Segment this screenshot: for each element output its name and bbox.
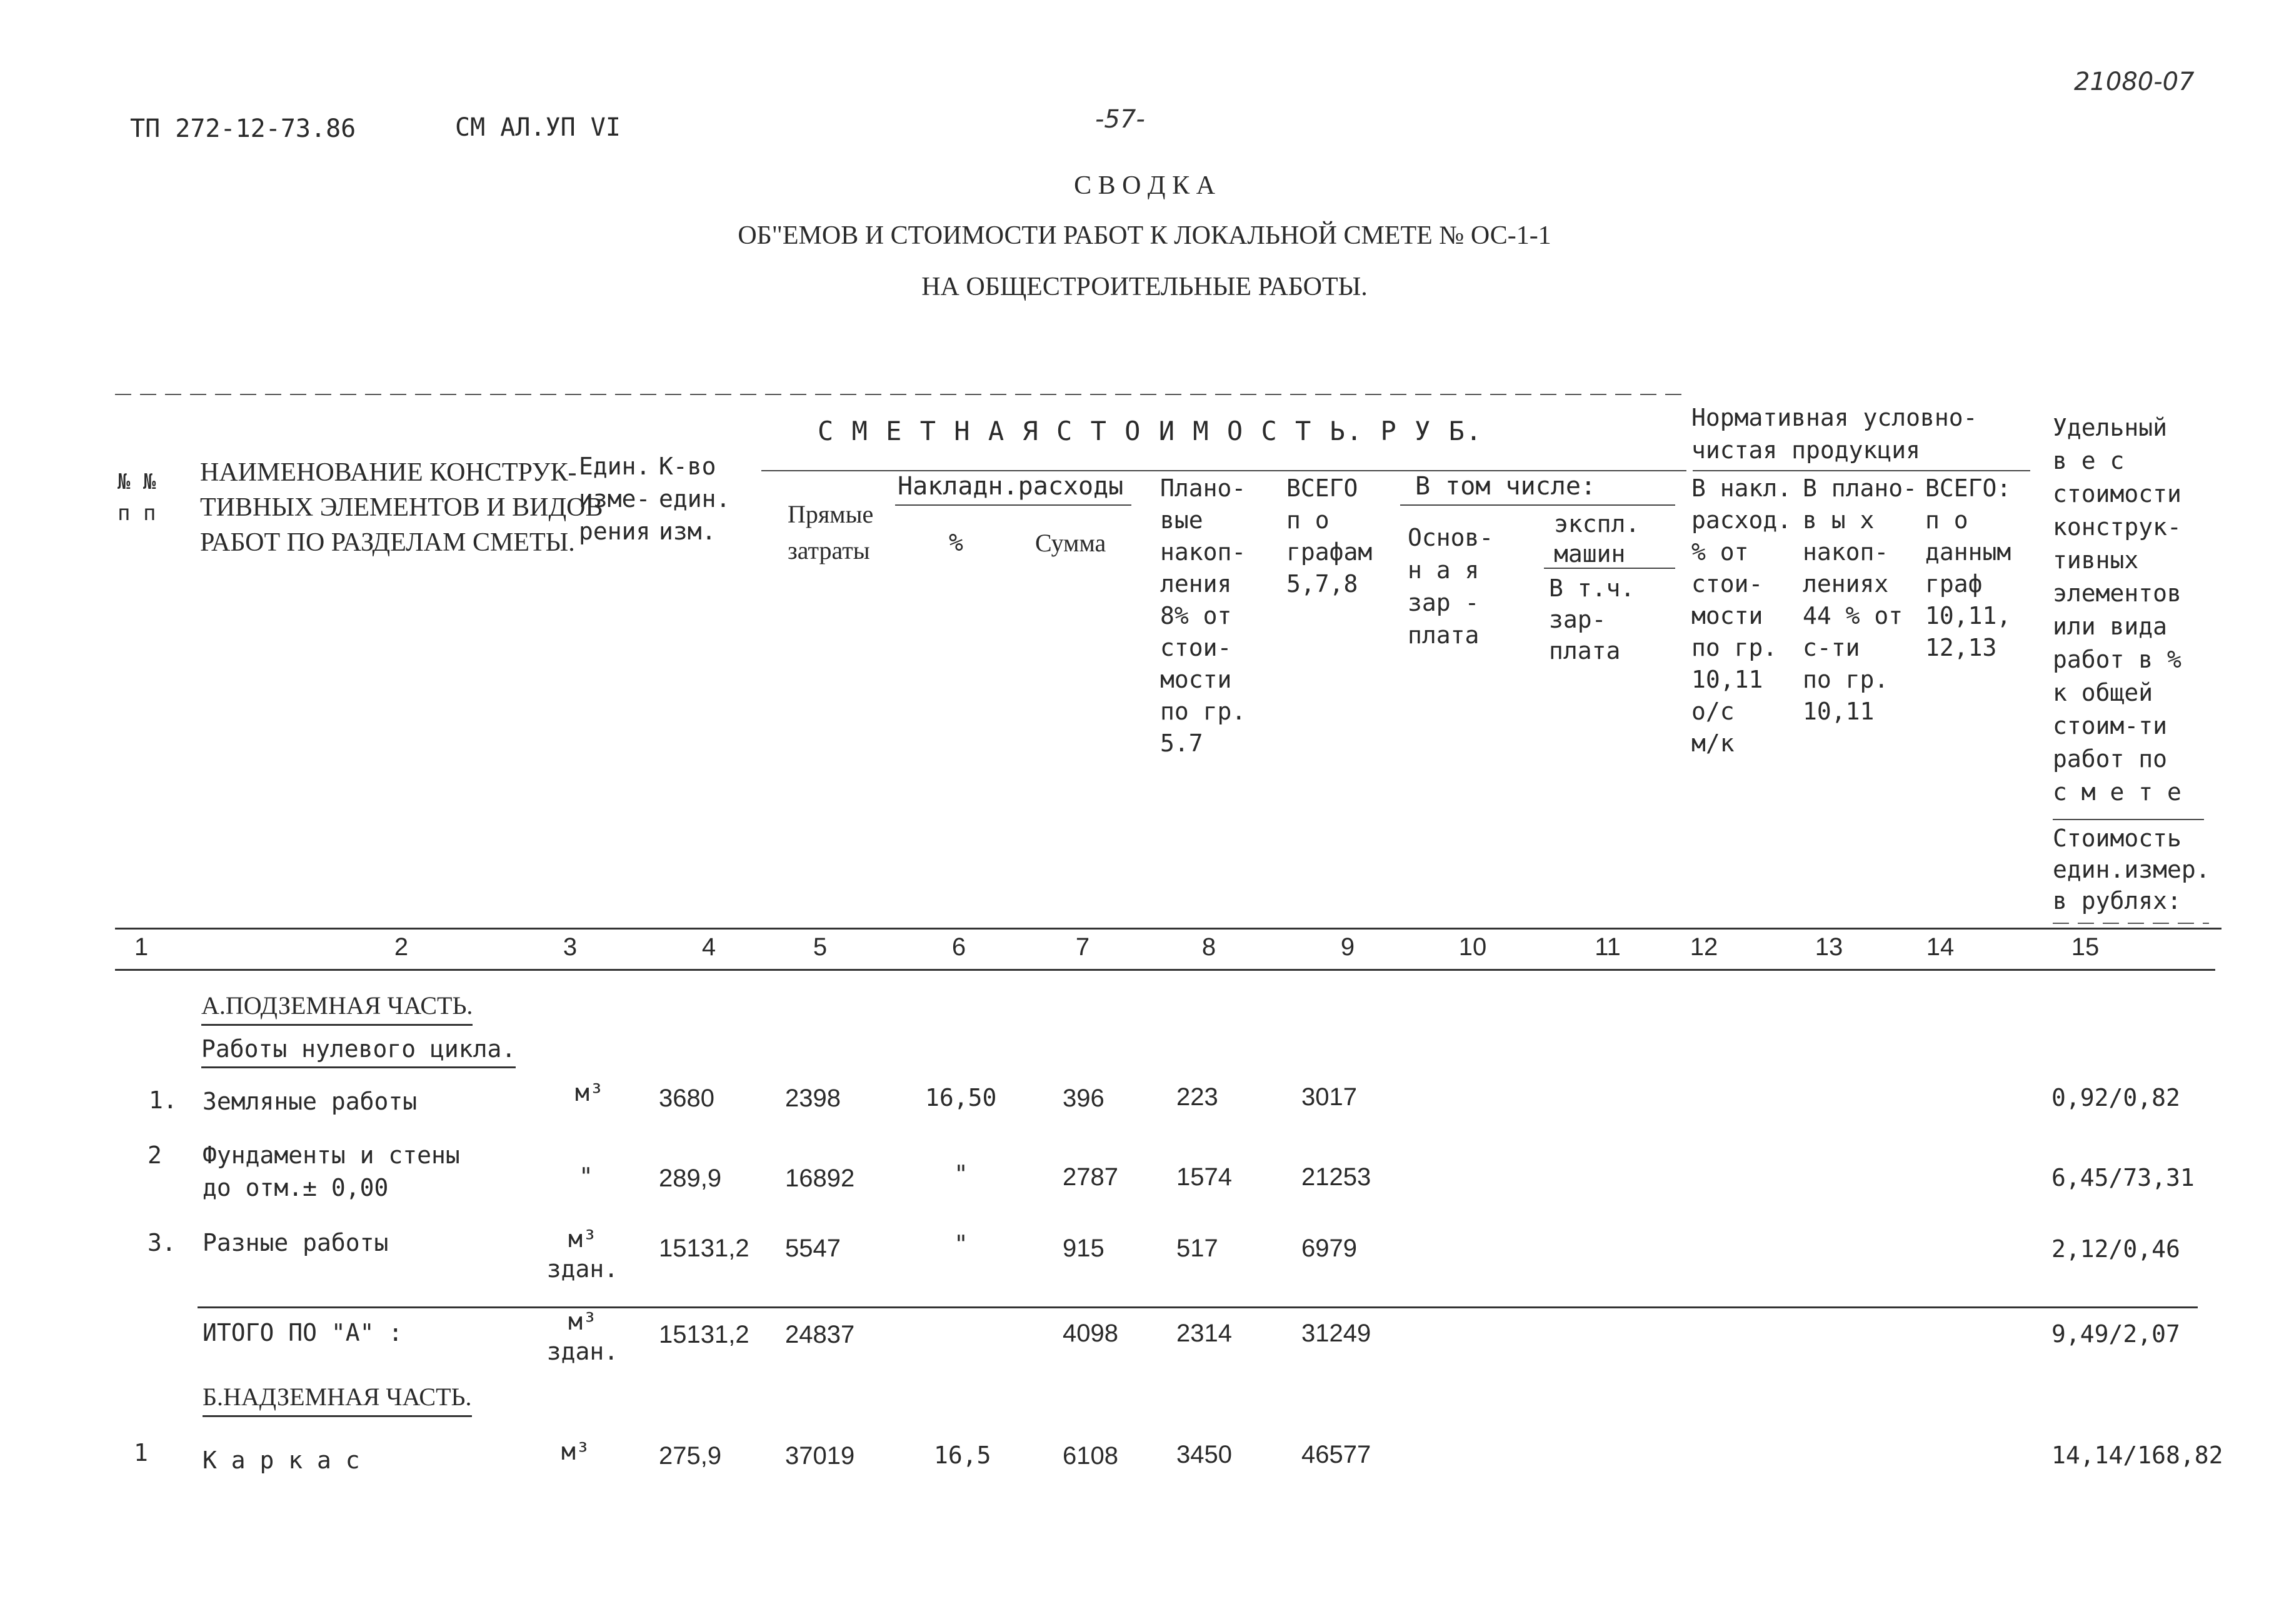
page-number: -57- [1095,105,1145,134]
total-direct: 24837 [785,1321,855,1348]
row-direct: 37019 [785,1442,855,1470]
col-machines-header: экспл. машин [1554,510,1640,568]
column-numbers-rule [115,969,2215,971]
total-specific: 9,49/2,07 [2051,1320,2180,1348]
project-code: ТП 272-12-73.86 [130,114,356,143]
col-overhead-sum-header: Сумма [1035,529,1106,557]
col-machines-wage-header: В т.ч. зар- плата [1549,574,1635,664]
row-overhead-sum: 6108 [1063,1442,1118,1470]
row-specific: 14,14/168,82 [2051,1441,2223,1469]
row-name: Фундаменты и стены до отм.± 0,00 [203,1141,460,1201]
column-number: 6 [951,933,966,961]
row-specific: 6,45/73,31 [2051,1164,2195,1191]
overhead-group-rule [895,504,1131,506]
row-name: Земляные работы [203,1088,418,1115]
row-qty: 275,9 [659,1442,722,1470]
row-number: 1. [149,1086,178,1114]
section-title: А.ПОДЗЕМНАЯ ЧАСТЬ. [201,989,473,1026]
column-number: 7 [1075,933,1090,961]
row-total: 3017 [1301,1083,1357,1111]
column-number: 4 [701,933,716,961]
column-number: 13 [1815,933,1843,961]
normative-group-rule [1693,470,2030,471]
col-unit-header: Един. изме- рения [579,453,651,545]
archive-number: 21080-07 [2074,68,2195,96]
row-overhead-pct: 16,5 [934,1441,991,1469]
row-overhead-sum: 915 [1063,1235,1104,1262]
col-overhead-pct-header: % [949,529,963,556]
row-number: 3. [148,1229,176,1256]
incl-group-rule [1400,504,1675,506]
normative-group-header: Нормативная условно- чистая продукция [1691,404,1978,464]
row-qty: 289,9 [659,1165,722,1192]
col-norm-overhead-header: В накл. расход. % от стои- мости по гр. 10,11 о/с м/к [1691,474,1792,757]
row-name: Разные работы [203,1229,389,1256]
doc-title: С В О Д К А [1074,171,1215,200]
column-number: 2 [394,933,409,961]
row-overhead-sum: 2787 [1063,1163,1118,1191]
row-specific: 2,12/0,46 [2051,1235,2180,1263]
column-number: 5 [813,933,828,961]
row-planned: 3450 [1176,1441,1232,1468]
row-total: 46577 [1301,1441,1371,1468]
row-total: 6979 [1301,1235,1357,1262]
col-wage-header: Основ- н а я зар - плата [1408,524,1494,649]
row-number: 1 [134,1439,148,1466]
column-number: 9 [1340,933,1355,961]
subtotal-rule [198,1306,2198,1308]
overhead-group-header: Накладн.расходы [898,472,1124,501]
total-name: ИТОГО ПО "А" : [203,1319,403,1346]
col-planned-header: Плано- вые накоп- ления 8% от стои- мости по гр. 5.7 [1160,474,1246,757]
row-specific: 0,92/0,82 [2051,1084,2180,1111]
total-total: 31249 [1301,1320,1371,1347]
specific-rule [2053,819,2204,820]
row-overhead-sum: 396 [1063,1085,1104,1112]
row-direct: 5547 [785,1235,841,1262]
col-total-header: ВСЕГО п о графам 5,7,8 [1286,474,1373,598]
row-name: К а р к а с [203,1446,360,1474]
column-number: 3 [563,933,578,961]
total-qty: 15131,2 [659,1321,749,1348]
col-direct-header: Прямые затраты [788,500,874,564]
row-number: 2 [148,1141,162,1169]
column-number: 8 [1201,933,1216,961]
row-unit: м³ [575,1079,604,1106]
total-overhead-sum: 4098 [1063,1320,1118,1347]
column-number: 12 [1690,933,1718,961]
row-unit: м³ здан. [546,1225,619,1283]
doc-subtitle-2: НА ОБЩЕСТРОИТЕЛЬНЫЕ РАБОТЫ. [921,273,1368,301]
row-overhead-pct: " [954,1160,968,1188]
unit-cost-rule [2053,923,2209,924]
incl-group-header: В том числе: [1415,472,1596,501]
row-total: 21253 [1301,1163,1371,1191]
section-subtitle: Работы нулевого цикла. [201,1033,516,1068]
row-direct: 2398 [785,1085,841,1112]
row-planned: 1574 [1176,1163,1232,1191]
row-unit: м³ [561,1438,590,1465]
column-number: 14 [1926,933,1955,961]
column-number: 11 [1595,933,1621,961]
row-planned: 223 [1176,1083,1218,1111]
row-qty: 15131,2 [659,1235,749,1262]
col-unit-cost-header: Стоимость един.измер. в рублях: [2053,825,2210,915]
doc-subtitle: ОБ"ЕМОВ И СТОИМОСТИ РАБОТ К ЛОКАЛЬНОЙ СМЕТЕ № ОС-1-1 [738,221,1551,250]
col-norm-planned-header: В плано- в ы х накоп- лениях 44 % от с-ти по гр. 10,11 [1803,474,1918,725]
row-qty: 3680 [659,1085,714,1112]
col-name-header: НАИМЕНОВАНИЕ КОНСТРУК- ТИВНЫХ ЭЛЕМЕНТОВ И ВИДОВ РАБОТ ПО РАЗДЕЛАМ СМЕТЫ. [200,458,603,557]
column-number: 15 [2071,933,2100,961]
total-planned: 2314 [1176,1320,1232,1347]
album-code: СМ АЛ.УП VI [455,113,621,142]
row-unit: " [579,1163,593,1190]
section-title: Б.НАДЗЕМНАЯ ЧАСТЬ. [203,1380,472,1417]
table-top-rule [115,394,1690,395]
row-overhead-pct: " [954,1230,968,1258]
cost-group-header: С М Е Т Н А Я С Т О И М О С Т Ь. Р У Б. [818,416,1483,446]
column-number: 1 [134,933,149,961]
col-specific-header: Удельный в е с стоимости конструк- тивных элементов или вида работ в % к общей стоим-ти работ по с м е т е [2053,414,2181,806]
col-qty-header: К-во един. изм. [659,453,731,545]
col-num-header: № № п п [118,469,156,526]
column-number: 10 [1458,933,1487,961]
header-bottom-rule [115,928,2221,930]
col-norm-total-header: ВСЕГО: п о данным граф 10,11, 12,13 [1925,474,2011,661]
total-unit: м³ здан. [546,1308,619,1365]
row-planned: 517 [1176,1235,1218,1262]
row-overhead-pct: 16,50 [925,1084,997,1111]
row-direct: 16892 [785,1165,855,1192]
